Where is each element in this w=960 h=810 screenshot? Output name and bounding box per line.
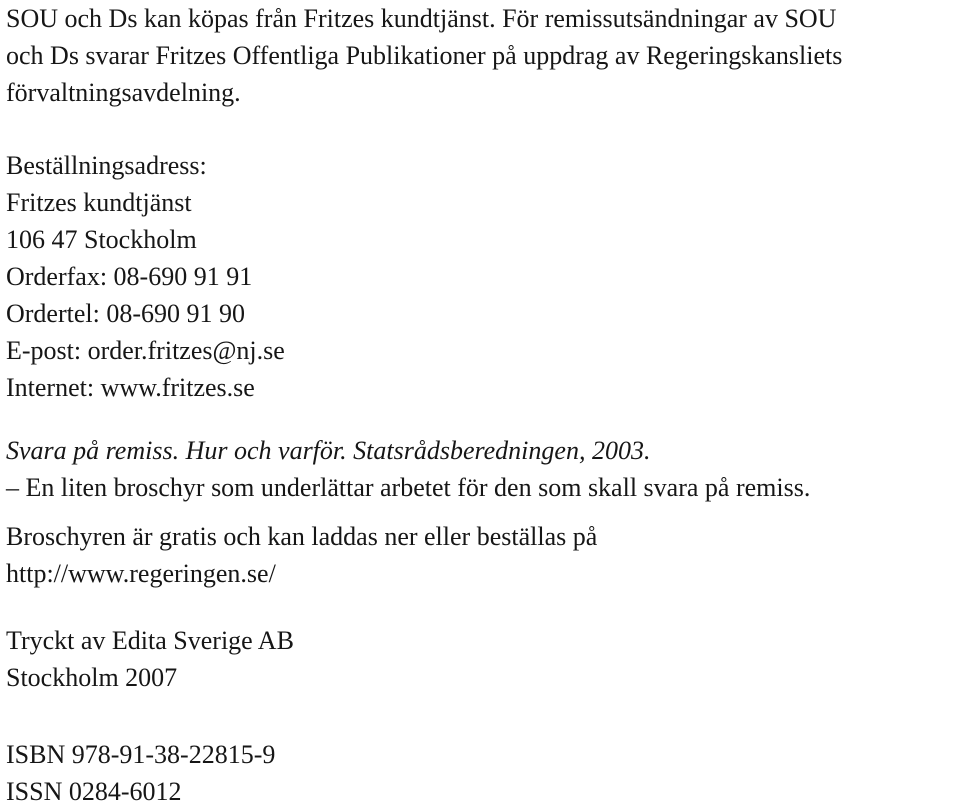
order-address-block	[6, 147, 956, 406]
printer-location: Stockholm 2007	[6, 663, 178, 692]
brochure-block	[6, 432, 956, 592]
isbn: ISBN 978-91-38-22815-9	[6, 740, 276, 769]
intro-paragraph	[6, 0, 956, 111]
colophon-page	[6, 0, 956, 810]
issn: ISSN 0284-6012	[6, 777, 182, 806]
order-fax: Orderfax: 08-690 91 91	[6, 262, 253, 291]
printer-block	[6, 622, 956, 696]
order-tel: Ordertel: 08-690 91 90	[6, 299, 246, 328]
intro-line: och Ds svarar Fritzes Offentliga Publikationer på uppdrag av Regeringskansliets	[6, 41, 843, 70]
address-heading: Beställningsadress:	[6, 151, 207, 180]
intro-line: förvaltningsavdelning.	[6, 78, 241, 107]
order-internet: Internet: www.fritzes.se	[6, 373, 255, 402]
order-email: E-post: order.fritzes@nj.se	[6, 336, 285, 365]
address-name: Fritzes kundtjänst	[6, 188, 192, 217]
printer-line: Tryckt av Edita Sverige AB	[6, 626, 294, 655]
brochure-title: Svara på remiss. Hur och varför. Statsrådsberedningen, 2003.	[6, 436, 651, 465]
brochure-url-link[interactable]: http://www.regeringen.se/	[6, 559, 276, 588]
intro-line: SOU och Ds kan köpas från Fritzes kundtjänst. För remissutsändningar av SOU	[6, 4, 837, 33]
brochure-info: Broschyren är gratis och kan laddas ner eller beställas på	[6, 522, 598, 551]
identifiers-block	[6, 736, 956, 810]
address-postal: 106 47 Stockholm	[6, 225, 197, 254]
brochure-subtitle: – En liten broschyr som underlättar arbetet för den som skall svara på remiss.	[6, 473, 811, 502]
